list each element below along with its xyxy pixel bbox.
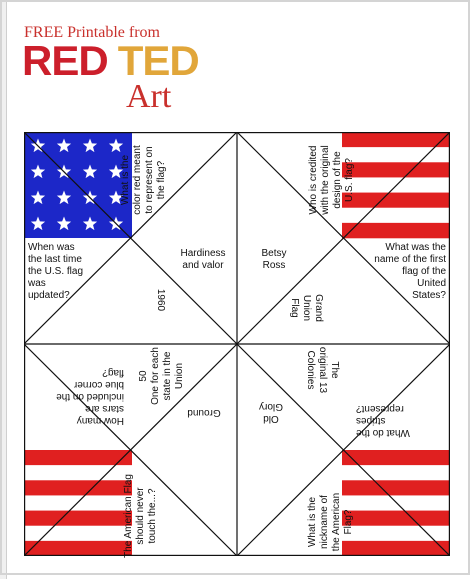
logo-ted-word: TED [117, 37, 199, 84]
logo-red-word: RED [22, 37, 108, 84]
red-ted-logo [22, 37, 199, 84]
red-stripe [24, 541, 132, 556]
question-color-red: What is the color red meant to represent on the flag? [120, 145, 167, 215]
answer-old-glory: Old Glory [259, 401, 283, 424]
question-touch-ground: The American Flag should never touch the...? [123, 474, 158, 558]
question-nickname: What is the nickname of the American Flag? [307, 492, 354, 552]
red-stripe [24, 480, 132, 495]
white-stripe [342, 495, 450, 510]
header-free-printable: FREE Printable from [24, 24, 160, 41]
logo-art-word: Art [126, 78, 172, 115]
answer-ground: Ground [187, 407, 221, 418]
fold-lines [24, 132, 450, 556]
red-stripe [342, 480, 450, 495]
white-stripe [342, 526, 450, 541]
red-stripe [24, 511, 132, 526]
red-stripe [342, 541, 450, 556]
cootie-catcher-board [24, 132, 450, 556]
white-stripe [24, 465, 132, 480]
board-graphics [24, 132, 450, 556]
answer-hardiness-valor: Hardiness and valor [180, 248, 226, 271]
answer-fifty-stars: 50 One for each state in the Union [138, 347, 185, 405]
white-stripe [342, 147, 450, 162]
question-stripes-meaning: What do the stripes represent? [356, 403, 410, 438]
red-stripe [342, 450, 450, 465]
white-stripe [24, 495, 132, 510]
red-stripe [342, 193, 450, 208]
white-stripe [342, 465, 450, 480]
red-stripe [342, 162, 450, 177]
question-flag-designer: Who is credited with the original design of the U.S. flag? [308, 145, 355, 215]
white-stripe [342, 208, 450, 223]
white-stripe [24, 526, 132, 541]
red-stripe [342, 132, 450, 147]
red-stripe [342, 511, 450, 526]
question-first-flag-name: What was the name of the first flag of the United States? [374, 242, 446, 301]
question-last-update: When was the last time the U.S. flag was updated? [28, 242, 84, 301]
red-stripe [24, 450, 132, 465]
answer-grand-union-flag: Grand Union Flag [289, 294, 324, 322]
answer-1960: 1960 [155, 288, 166, 312]
answer-thirteen-colonies: The original 13 Colonies [305, 346, 340, 394]
red-stripe [342, 223, 450, 238]
answer-betsy-ross: Betsy Ross [261, 248, 287, 271]
question-star-count: How many stars are included on the blue corner flag? [56, 367, 124, 426]
